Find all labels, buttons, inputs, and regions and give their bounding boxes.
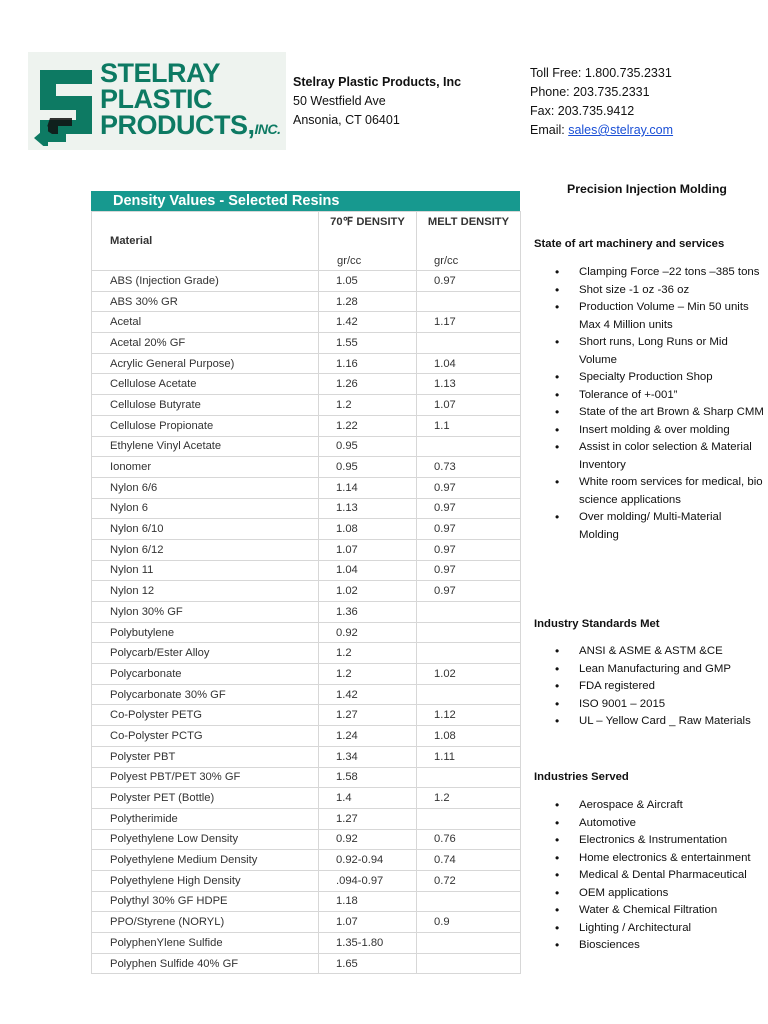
logo-line-2: PLASTIC	[100, 84, 213, 114]
material-cell: Cellulose Propionate	[92, 415, 319, 436]
machinery-item: • Short runs, Long Runs or Mid Volume	[534, 334, 764, 369]
melt-density-cell	[417, 684, 521, 705]
table-row	[92, 395, 521, 416]
melt-density-cell	[417, 767, 521, 788]
logo-wordmark	[100, 60, 281, 142]
table-row	[92, 850, 521, 871]
density-70-cell: 1.07	[319, 539, 417, 560]
melt-density-cell: 1.1	[417, 415, 521, 436]
melt-density-cell: 0.97	[417, 271, 521, 292]
melt-density-cell: 1.17	[417, 312, 521, 333]
melt-density-cell	[417, 602, 521, 623]
material-cell: Nylon 6/10	[92, 519, 319, 540]
material-cell: Acrylic General Purpose)	[92, 353, 319, 374]
melt-density-cell: 0.97	[417, 560, 521, 581]
machinery-list	[534, 264, 764, 544]
melt-density-cell	[417, 953, 521, 974]
machinery-item: • Assist in color selection & Material Inventory	[534, 439, 764, 474]
material-cell: Acetal	[92, 312, 319, 333]
logo-line-1: STELRAY	[100, 58, 221, 88]
density-70-cell: 0.92-0.94	[319, 850, 417, 871]
density-70-cell: 1.35-1.80	[319, 933, 417, 954]
density-70-cell: 1.27	[319, 705, 417, 726]
melt-density-cell: 0.9	[417, 912, 521, 933]
standards-item: • FDA registered	[534, 678, 764, 696]
standards-list	[534, 643, 764, 731]
density-70-cell: 1.65	[319, 953, 417, 974]
density-70-cell: 1.02	[319, 581, 417, 602]
material-cell: PPO/Styrene (NORYL)	[92, 912, 319, 933]
melt-density-cell: 1.08	[417, 726, 521, 747]
material-cell: Ionomer	[92, 457, 319, 478]
density-70-cell: 1.2	[319, 664, 417, 685]
melt-density-cell: 1.07	[417, 395, 521, 416]
table-row	[92, 581, 521, 602]
melt-density-cell	[417, 333, 521, 354]
table-row	[92, 726, 521, 747]
column-header-material: Material	[92, 212, 319, 271]
material-cell: Acetal 20% GF	[92, 333, 319, 354]
material-cell: Ethylene Vinyl Acetate	[92, 436, 319, 457]
machinery-item: • White room services for medical, bio science applications	[534, 474, 764, 509]
industry-item: • Home electronics & entertainment	[534, 850, 764, 868]
email-label: Email:	[530, 123, 569, 137]
density-70-cell: 1.13	[319, 498, 417, 519]
density-70-cell: .094-0.97	[319, 870, 417, 891]
column-header-melt-density: MELT DENSITY	[417, 212, 521, 253]
material-cell: Nylon 11	[92, 560, 319, 581]
material-cell: Polyest PBT/PET 30% GF	[92, 767, 319, 788]
company-address	[293, 73, 461, 130]
density-70-cell: 0.92	[319, 829, 417, 850]
material-cell: Polyster PBT	[92, 746, 319, 767]
melt-density-cell	[417, 622, 521, 643]
machinery-item: • Shot size -1 oz -36 oz	[534, 282, 764, 300]
table-row	[92, 684, 521, 705]
table-row	[92, 808, 521, 829]
table-row	[92, 602, 521, 623]
material-cell: PolyphenYlene Sulfide	[92, 933, 319, 954]
material-cell: Polytherimide	[92, 808, 319, 829]
column-header-density-70: 70℉ DENSITY	[319, 212, 417, 253]
table-row	[92, 643, 521, 664]
logo-line-3: PRODUCTS,	[100, 110, 255, 140]
material-cell: Polycarbonate 30% GF	[92, 684, 319, 705]
table-row	[92, 353, 521, 374]
table-row	[92, 539, 521, 560]
material-cell: Nylon 12	[92, 581, 319, 602]
density-70-cell: 1.2	[319, 643, 417, 664]
machinery-item: • Specialty Production Shop	[534, 369, 764, 387]
material-cell: Polyethylene Low Density	[92, 829, 319, 850]
density-70-cell: 1.07	[319, 912, 417, 933]
material-cell: Nylon 6	[92, 498, 319, 519]
melt-density-cell: 1.2	[417, 788, 521, 809]
melt-density-cell: 1.13	[417, 374, 521, 395]
industry-item: • Aerospace & Aircraft	[534, 797, 764, 815]
melt-density-cell: 1.02	[417, 664, 521, 685]
melt-density-cell: 0.97	[417, 477, 521, 498]
material-cell: Nylon 30% GF	[92, 602, 319, 623]
melt-density-cell	[417, 291, 521, 312]
material-cell: Cellulose Butyrate	[92, 395, 319, 416]
density-70-cell: 1.05	[319, 271, 417, 292]
table-row	[92, 415, 521, 436]
material-cell: Polyster PET (Bottle)	[92, 788, 319, 809]
material-cell: Nylon 6/6	[92, 477, 319, 498]
table-title: Density Values - Selected Resins	[91, 191, 520, 211]
melt-density-cell: 0.97	[417, 539, 521, 560]
table-row	[92, 477, 521, 498]
table-row	[92, 374, 521, 395]
standards-item: • UL – Yellow Card _ Raw Materials	[534, 713, 764, 731]
section-heading-industries: Industries Served	[534, 771, 629, 783]
table-row	[92, 933, 521, 954]
machinery-item: • Tolerance of +-001”	[534, 387, 764, 405]
melt-density-cell: 0.74	[417, 850, 521, 871]
street-address: 50 Westfield Ave	[293, 94, 386, 108]
industry-item: • Water & Chemical Filtration	[534, 902, 764, 920]
density-70-cell: 1.26	[319, 374, 417, 395]
density-70-cell: 1.04	[319, 560, 417, 581]
material-cell: Polycarb/Ester Alloy	[92, 643, 319, 664]
density-70-cell: 1.22	[319, 415, 417, 436]
melt-density-cell	[417, 808, 521, 829]
melt-density-cell: 1.04	[417, 353, 521, 374]
melt-density-cell: 1.12	[417, 705, 521, 726]
machinery-item: • Clamping Force –22 tons –385 tons	[534, 264, 764, 282]
melt-density-cell	[417, 891, 521, 912]
material-cell: Co-Polyster PCTG	[92, 726, 319, 747]
unit-melt-density: gr/cc	[417, 252, 521, 271]
melt-density-cell: 0.97	[417, 519, 521, 540]
table-row	[92, 705, 521, 726]
section-heading-machinery: State of art machinery and services	[534, 238, 725, 250]
table-row	[92, 870, 521, 891]
density-70-cell: 1.16	[319, 353, 417, 374]
standards-item: • ISO 9001 – 2015	[534, 696, 764, 714]
density-70-cell: 1.24	[319, 726, 417, 747]
standards-item: • Lean Manufacturing and GMP	[534, 661, 764, 679]
table-row	[92, 767, 521, 788]
melt-density-cell: 0.97	[417, 498, 521, 519]
density-70-cell: 1.14	[319, 477, 417, 498]
table-row	[92, 560, 521, 581]
industry-item: • Lighting / Architectural	[534, 920, 764, 938]
machinery-item: • State of the art Brown & Sharp CMM	[534, 404, 764, 422]
melt-density-cell	[417, 436, 521, 457]
material-cell: Polythyl 30% GF HDPE	[92, 891, 319, 912]
material-cell: Polycarbonate	[92, 664, 319, 685]
company-name: Stelray Plastic Products, Inc	[293, 75, 462, 89]
table-row	[92, 436, 521, 457]
industry-item: • Biosciences	[534, 937, 764, 955]
company-logo	[28, 52, 286, 150]
industry-item: • Automotive	[534, 815, 764, 833]
material-cell: Cellulose Acetate	[92, 374, 319, 395]
material-cell: Polyethylene Medium Density	[92, 850, 319, 871]
table-row	[92, 457, 521, 478]
density-70-cell: 1.58	[319, 767, 417, 788]
industries-list	[534, 797, 764, 955]
material-cell: Polyphen Sulfide 40% GF	[92, 953, 319, 974]
table-body	[92, 271, 521, 974]
industry-item: • Medical & Dental Pharmaceutical	[534, 867, 764, 885]
section-heading-standards: Industry Standards Met	[534, 618, 660, 630]
density-70-cell: 1.36	[319, 602, 417, 623]
melt-density-cell: 0.73	[417, 457, 521, 478]
table-row	[92, 891, 521, 912]
fax-number: Fax: 203.735.9412	[530, 104, 635, 118]
density-70-cell: 1.08	[319, 519, 417, 540]
logo-inc: INC.	[254, 121, 281, 137]
density-70-cell: 1.28	[319, 291, 417, 312]
standards-item: • ANSI & ASME & ASTM &CE	[534, 643, 764, 661]
contact-info	[530, 64, 673, 140]
table-row	[92, 829, 521, 850]
density-70-cell: 1.27	[319, 808, 417, 829]
material-cell: Co-Polyster PETG	[92, 705, 319, 726]
material-cell: ABS (Injection Grade)	[92, 271, 319, 292]
machinery-item: • Over molding/ Multi-Material Molding	[534, 509, 764, 544]
table-row	[92, 333, 521, 354]
email-link[interactable]: sales@stelray.com	[568, 123, 674, 137]
density-table	[91, 191, 520, 974]
table-row	[92, 312, 521, 333]
melt-density-cell	[417, 933, 521, 954]
services-title: Precision Injection Molding	[567, 182, 727, 196]
density-70-cell: 0.95	[319, 457, 417, 478]
table-row	[92, 788, 521, 809]
industry-item: • Electronics & Instrumentation	[534, 832, 764, 850]
density-70-cell: 1.2	[319, 395, 417, 416]
material-cell: Polybutylene	[92, 622, 319, 643]
density-70-cell: 1.55	[319, 333, 417, 354]
machinery-item: • Insert molding & over molding	[534, 422, 764, 440]
density-70-cell: 0.95	[319, 436, 417, 457]
melt-density-cell: 0.72	[417, 870, 521, 891]
melt-density-cell	[417, 643, 521, 664]
melt-density-cell: 1.11	[417, 746, 521, 767]
industry-item: • OEM applications	[534, 885, 764, 903]
machinery-item: • Production Volume – Min 50 units Max 4 Million units	[534, 299, 764, 334]
melt-density-cell: 0.97	[417, 581, 521, 602]
table-row	[92, 664, 521, 685]
table-row	[92, 271, 521, 292]
density-70-cell: 0.92	[319, 622, 417, 643]
density-70-cell: 1.42	[319, 312, 417, 333]
table-row	[92, 953, 521, 974]
density-70-cell: 1.4	[319, 788, 417, 809]
unit-density-70: gr/cc	[319, 252, 417, 271]
table-row	[92, 519, 521, 540]
material-cell: ABS 30% GR	[92, 291, 319, 312]
stelray-logo-mark-icon	[32, 60, 100, 146]
table-row	[92, 622, 521, 643]
table-row	[92, 912, 521, 933]
material-cell: Polyethylene High Density	[92, 870, 319, 891]
material-cell: Nylon 6/12	[92, 539, 319, 560]
melt-density-cell: 0.76	[417, 829, 521, 850]
city-state-zip: Ansonia, CT 06401	[293, 113, 400, 127]
density-70-cell: 1.34	[319, 746, 417, 767]
table-row	[92, 291, 521, 312]
density-70-cell: 1.42	[319, 684, 417, 705]
toll-free-number: Toll Free: 1.800.735.2331	[530, 66, 672, 80]
table-row	[92, 746, 521, 767]
density-70-cell: 1.18	[319, 891, 417, 912]
phone-number: Phone: 203.735.2331	[530, 85, 650, 99]
table-row	[92, 498, 521, 519]
